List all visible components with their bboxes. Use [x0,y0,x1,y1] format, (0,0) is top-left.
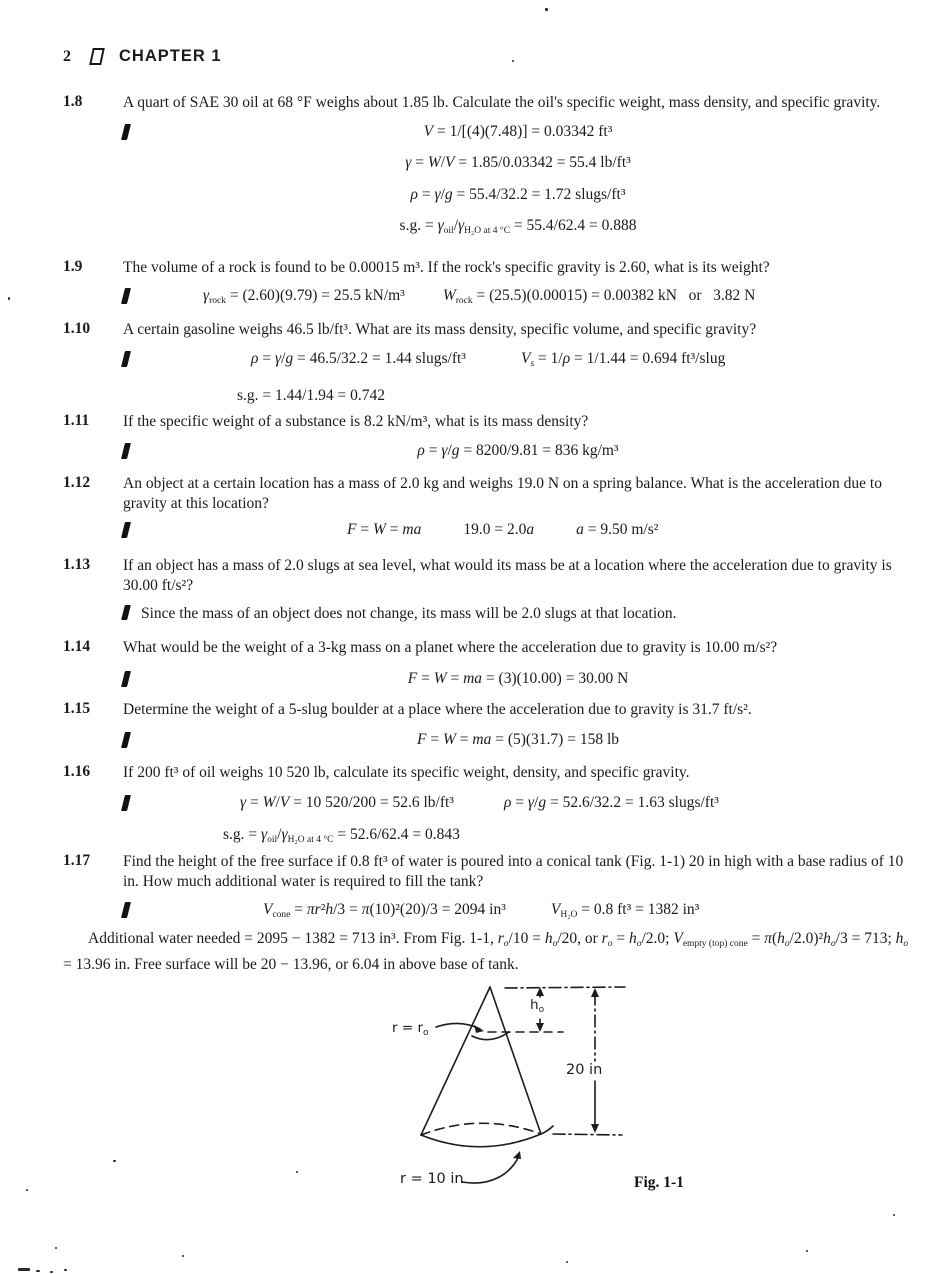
problem-number: 1.12 [63,474,91,491]
problem-number: 1.14 [63,638,91,655]
scan-speck [893,1214,895,1216]
solution-marker-icon [121,522,131,538]
solution-block [123,520,913,539]
problem-question: An object at a certain location has a mass of 2.0 kg and weighs 19.0 N on a spring balance. What is the acceleration due to gravity at this location? [123,475,882,512]
scan-speck [296,1171,298,1173]
scan-speck [64,1269,67,1271]
scan-speck [566,1261,568,1263]
cone-base-back-arc [421,1123,541,1135]
solution-marker-icon [121,605,131,620]
height-up-arrowhead [591,988,599,997]
solution-block [123,793,913,812]
solution-marker-icon [121,902,131,918]
solution-block [123,730,913,749]
page-number: 2 [63,47,71,65]
problem-question: If an object has a mass of 2.0 slugs at sea level, what would its mass be at a location where the acceleration due to gravity is 30.00 ft/s²? [123,557,892,594]
equation: $V_{cone} = \pi r^2h/3 = \pi(10)^2(20)/3 = 2094$ in³ [263,901,506,920]
page-header [63,47,222,66]
equation: $W_{rock} = (25.5)(0.00015) = 0.00382$ kN or 3.82 N [442,286,756,306]
solution-block [123,825,913,850]
equation: V = 1/[(4)(7.48)] = 0.03342 ft³ [423,122,613,140]
equation: s.g. = $\gamma_{oil}/\gamma_{H_2O at 4 ^\circ C} = 52.6/62.4 = 0.843$ [223,825,460,845]
problem-1-16 [63,763,923,850]
equation: ρ = γ/g = 52.6/32.2 = 1.63 slugs/ft³ [503,793,719,811]
solution-marker-icon [121,288,131,304]
equation: ρ = γ/g = 55.4/32.2 = 1.72 slugs/ft³ [410,185,626,203]
solution-block [123,441,913,460]
problem-question: A quart of SAE 30 oil at 68 °F weighs about 1.85 lb. Calculate the oil's specific weight, mass density, and specific gravity. [123,94,881,111]
solution-block [123,669,913,688]
problem-1-14 [63,638,923,688]
equation: γ = W/V = 1.85/0.03342 = 55.4 lb/ft³ [405,154,631,171]
r-base-arrowhead [513,1151,521,1159]
problem-number: 1.16 [63,763,91,780]
apex-level-line [505,987,625,988]
equation: $V_s = 1/\rho = 1/1.44 = 0.694$ ft³/slug [520,349,726,369]
figure-1-1 [380,975,700,1223]
solution-marker-icon [121,351,131,367]
problem-number: 1.17 [63,852,91,869]
problem-question: Determine the weight of a 5-slug boulder at a place where the acceleration due to gravity is 31.7 ft/s². [123,701,752,718]
equation: 19.0 = 2.0a [463,521,535,538]
problem-number: 1.10 [63,320,91,337]
solution-block [123,286,913,311]
problem-number: 1.11 [63,412,90,429]
equation: ρ = γ/g = 8200/9.81 = 836 kg/m³ [417,441,619,459]
equation: $\gamma_{rock} = (2.60)(9.79) = 25.5$ kN/m³ [203,286,405,306]
solution-block [123,122,913,242]
equation: F = W = ma = (5)(31.7) = 158 lb [416,730,620,748]
solution-block [123,900,913,925]
problem-question: If 200 ft³ of oil weighs 10 520 lb, calculate its specific weight, density, and specific gravity. [123,764,690,781]
label-r-10-in: r = 10 in [400,1171,464,1187]
problem-1-17 [63,852,923,925]
solution-paragraph: Additional water needed = 2095 − 1382 = 713 in³. From Fig. 1-1, $r_o/10 = h_o/20$, or $r_o = h_o/2.0$; $V_{empty (top) cone} = \pi(h_o/2.0)^2h_o/3 = 713$; $h_o = 13.96$ in. Free surface will be 20 − 13.96, or 6.04 in above base of tank. [63,930,909,973]
equation: s.g. = $\gamma_{oil}/\gamma_{H_2O at 4 ^\circ C} = 55.4/62.4 = 0.888$ [399,217,637,236]
problem-number: 1.13 [63,556,91,573]
base-level-line [553,1134,622,1135]
scan-speck [182,1255,184,1257]
problem-1-12 [63,474,923,539]
scan-speck [545,8,548,11]
problem-number: 1.8 [63,93,83,110]
scan-speck [113,1160,116,1162]
scan-speck [36,1270,40,1272]
r-base-arrow [462,1156,519,1183]
problem-1-11 [63,412,923,460]
free-surface-front-arc [472,1032,509,1040]
chapter-title: CHAPTER 1 [119,47,222,65]
scan-speck [8,297,10,300]
figure-caption: Fig. 1-1 [634,1174,684,1191]
problem-question: What would be the weight of a 3-kg mass on a planet where the acceleration due to gravity is 10.00 m/s²? [123,639,778,656]
equation: ρ = γ/g = 46.5/32.2 = 1.44 slugs/ft³ [251,349,466,367]
scan-speck [512,60,514,62]
solution-block [123,349,913,374]
equation: s.g. = 1.44/1.94 = 0.742 [237,386,385,404]
problem-question: If the specific weight of a substance is 8.2 kN/m³, what is its mass density? [123,413,589,430]
problem-number: 1.15 [63,700,91,717]
equation: F = W = ma = (3)(10.00) = 30.00 N [407,669,629,687]
solution-block [123,386,913,405]
scan-speck [806,1250,808,1252]
cone-left-edge [421,987,490,1135]
scan-speck [18,1268,30,1271]
problem-1-15 [63,700,923,749]
problem-1-8 [63,93,923,254]
problem-question: Find the height of the free surface if 0.8 ft³ of water is poured into a conical tank (Fig. 1-1) 20 in high with a base radius of 10 in. How much additional water is required to fill the tank? [123,853,904,890]
equation: $V_{H_2O} = 0.8$ ft³ = 1382 in³ [550,901,700,920]
equation: a = 9.50 m/s² [576,521,659,538]
label-r-equals-ro: $r = r_o$ [392,1020,429,1038]
height-down-arrowhead [591,1124,599,1133]
solution-marker-icon [121,795,131,811]
chapter-box-icon [89,48,105,65]
r-top-arrowhead [474,1025,484,1033]
label-20-in: 20 in [566,1062,603,1078]
label-ho: $h_o$ [530,997,545,1015]
scan-speck [50,1271,53,1273]
equation: γ = W/V = 10 520/200 = 52.6 lb/ft³ [240,793,454,811]
problem-question: A certain gasoline weighs 46.5 lb/ft³. What are its mass density, specific volume, and specific gravity? [123,321,757,338]
problem-1-9 [63,258,923,311]
scan-speck [55,1247,57,1249]
solution-block [123,604,913,624]
problem-question: The volume of a rock is found to be 0.00015 m³. If the rock's specific gravity is 2.60, what is its weight? [123,259,770,276]
scan-speck [26,1189,28,1191]
equation: F = W = ma [347,521,422,538]
problem-1-10 [63,320,923,405]
solution-text: Since the mass of an object does not change, its mass will be 2.0 slugs at that location. [141,605,677,622]
problem-1-13 [63,556,923,624]
ho-down-arrowhead [536,1023,544,1032]
problem-number: 1.9 [63,258,83,275]
